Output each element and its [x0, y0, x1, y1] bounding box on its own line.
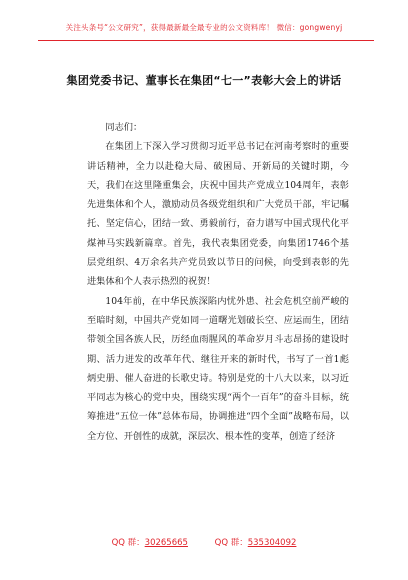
- header-divider: [38, 40, 374, 41]
- qq-group-1-label: QQ 群：: [111, 538, 145, 548]
- salutation: 同志们：: [105, 122, 143, 133]
- body-paragraph: 104年前，在中华民族深陷内忧外患、社会危机空前严峻的至暗时刻，中国共产党如同一道曙光划破长空、应运而生，团结带领全国各族人民，历经血雨腥风的革命岁月斗志昂扬的建设时期、活力迸发的改革年代、继往开来的新时代，书写了一首1彪炳史册、催人奋进的长歌史诗。特别是党的十八大以来，以习近平同志为核心的党中央，围绕实现“两个一百年”的奋斗目标，统筹推进“五位一体”总体布局，协调推进“四个全面”战略布局，以全方位、开创性的成就，深层次、根本性的变革，创造了经济: [87, 295, 349, 442]
- document-title: 集团党委书记、董事长在集团“七一”表彰大会上的讲话: [66, 74, 342, 87]
- qq-group-1-number: 30265665: [144, 538, 188, 548]
- document-body: [87, 118, 349, 446]
- header-banner: 关注头条号“公文研究”，获得最新最全最专业的公文资料库！ 微信：gongwenyj: [65, 23, 343, 32]
- qq-group-1: [112, 536, 188, 548]
- footer: [0, 536, 408, 548]
- qq-group-2: [215, 536, 297, 548]
- qq-group-2-label: QQ 群：: [214, 538, 248, 548]
- qq-group-2-number: 535304092: [247, 538, 297, 548]
- body-paragraph: 在集团上下深入学习贯彻习近平总书记在河南考察时的重要讲话精神，全力以赴稳大局、破困局、开新局的关键时期，今天，我们在这里隆重集会，庆祝中国共产党成立104周年，表彰先进集体和个人，激励动员各级党组织和广大党员干部，牢记嘱托、坚定信心，团结一致、勇毅前行，奋力谱写中国式现代化平煤神马实践新篇章。首先，我代表集团党委，向集团1746个基层党组织、4万余名共产党员致以节日的问候，向受到表彰的先进集体和个人表示热烈的祝贺！: [87, 141, 349, 288]
